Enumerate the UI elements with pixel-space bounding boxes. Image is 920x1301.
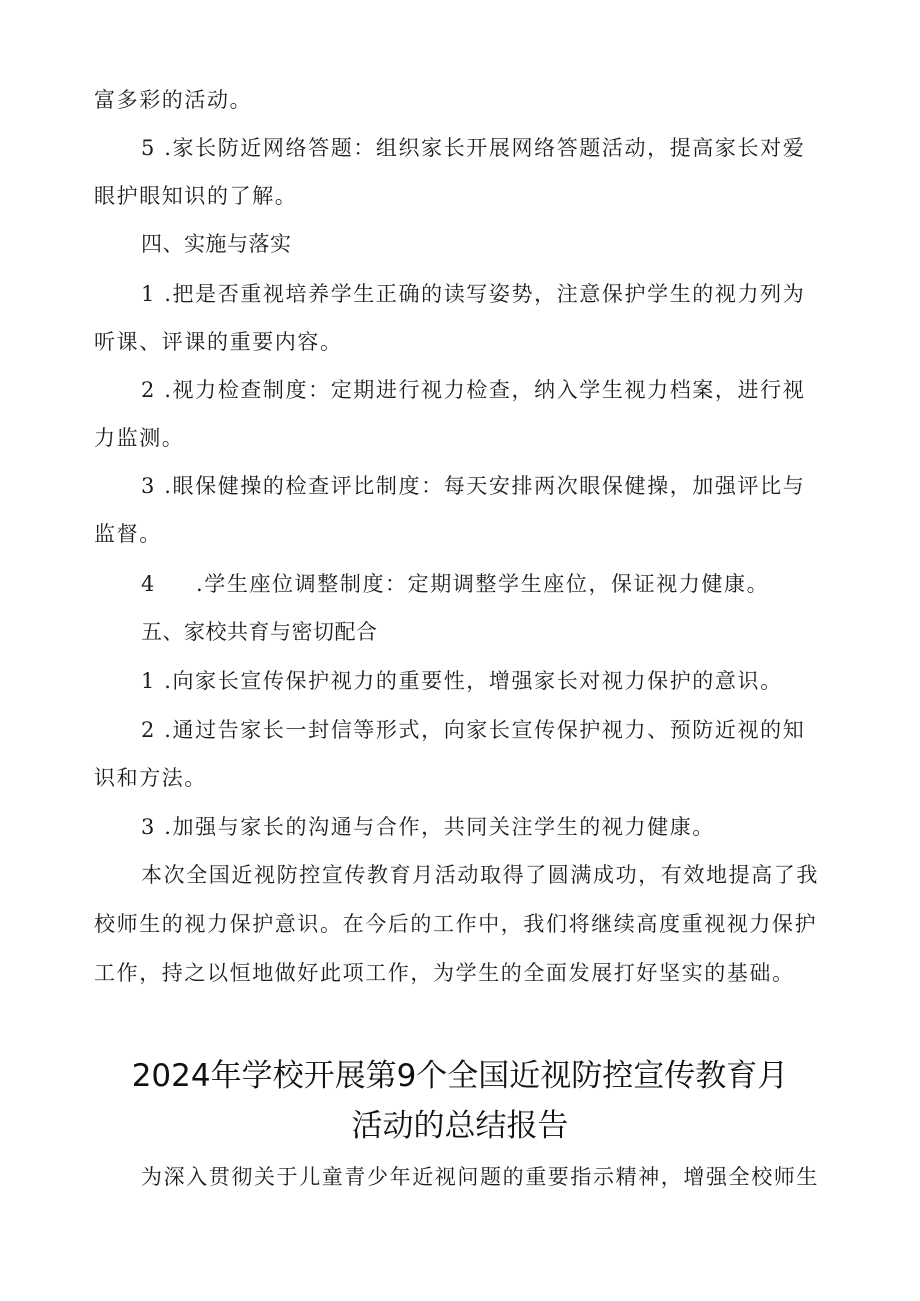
list-item-5-line-2: 眼护眼知识的了解。 bbox=[94, 184, 298, 208]
report-title-line-1: 2024年学校开展第9个全国近视防控宣传教育月 bbox=[131, 1058, 789, 1094]
conclusion-line-1: 本次全国近视防控宣传教育月活动取得了圆满成功，有效地提高了我 bbox=[141, 863, 819, 887]
list-item-4 bbox=[141, 570, 769, 598]
intro-paragraph-line-1: 为深入贯彻关于儿童青少年近视问题的重要指示精神，增强全校师生 bbox=[141, 1165, 819, 1189]
list-item-3-line-1: 3 .眼保健操的检查评比制度：每天安排两次眼保健操，加强评比与 bbox=[141, 474, 806, 498]
conclusion-line-3: 工作，持之以恒地做好此项工作，为学生的全面发展打好坚实的基础。 bbox=[94, 961, 795, 985]
list-item-4-number: 4 bbox=[141, 572, 156, 596]
conclusion-line-2: 校师生的视力保护意识。在今后的工作中，我们将继续高度重视视力保护 bbox=[94, 912, 818, 936]
home-school-item-2-line-2: 识和方法。 bbox=[94, 766, 207, 790]
section-heading-4: 四、实施与落实 bbox=[141, 232, 292, 256]
list-item-4-text: .学生座位调整制度：定期调整学生座位，保证视力健康。 bbox=[195, 572, 770, 596]
list-item-2-line-2: 力监测。 bbox=[94, 426, 185, 450]
paragraph-line: 富多彩的活动。 bbox=[94, 88, 253, 112]
list-item-1-line-2: 听课、评课的重要内容。 bbox=[94, 330, 343, 354]
list-item-3-line-2: 监督。 bbox=[94, 522, 162, 546]
home-school-item-1: 1 .向家长宣传保护视力的重要性，增强家长对视力保护的意识。 bbox=[141, 669, 783, 693]
list-item-5-line-1: 5 .家长防近网络答题：组织家长开展网络答题活动，提高家长对爱 bbox=[141, 136, 806, 160]
list-item-1-line-1: 1 .把是否重视培养学生正确的读写姿势，注意保护学生的视力列为 bbox=[141, 282, 806, 306]
report-title-line-2: 活动的总结报告 bbox=[351, 1108, 569, 1144]
home-school-item-3: 3 .加强与家长的沟通与合作，共同关注学生的视力健康。 bbox=[141, 815, 715, 839]
list-item-2-line-1: 2 .视力检查制度：定期进行视力检查，纳入学生视力档案，进行视 bbox=[141, 378, 806, 402]
section-heading-5: 五、家校共育与密切配合 bbox=[141, 620, 378, 644]
home-school-item-2-line-1: 2 .通过告家长一封信等形式，向家长宣传保护视力、预防近视的知 bbox=[141, 718, 806, 742]
